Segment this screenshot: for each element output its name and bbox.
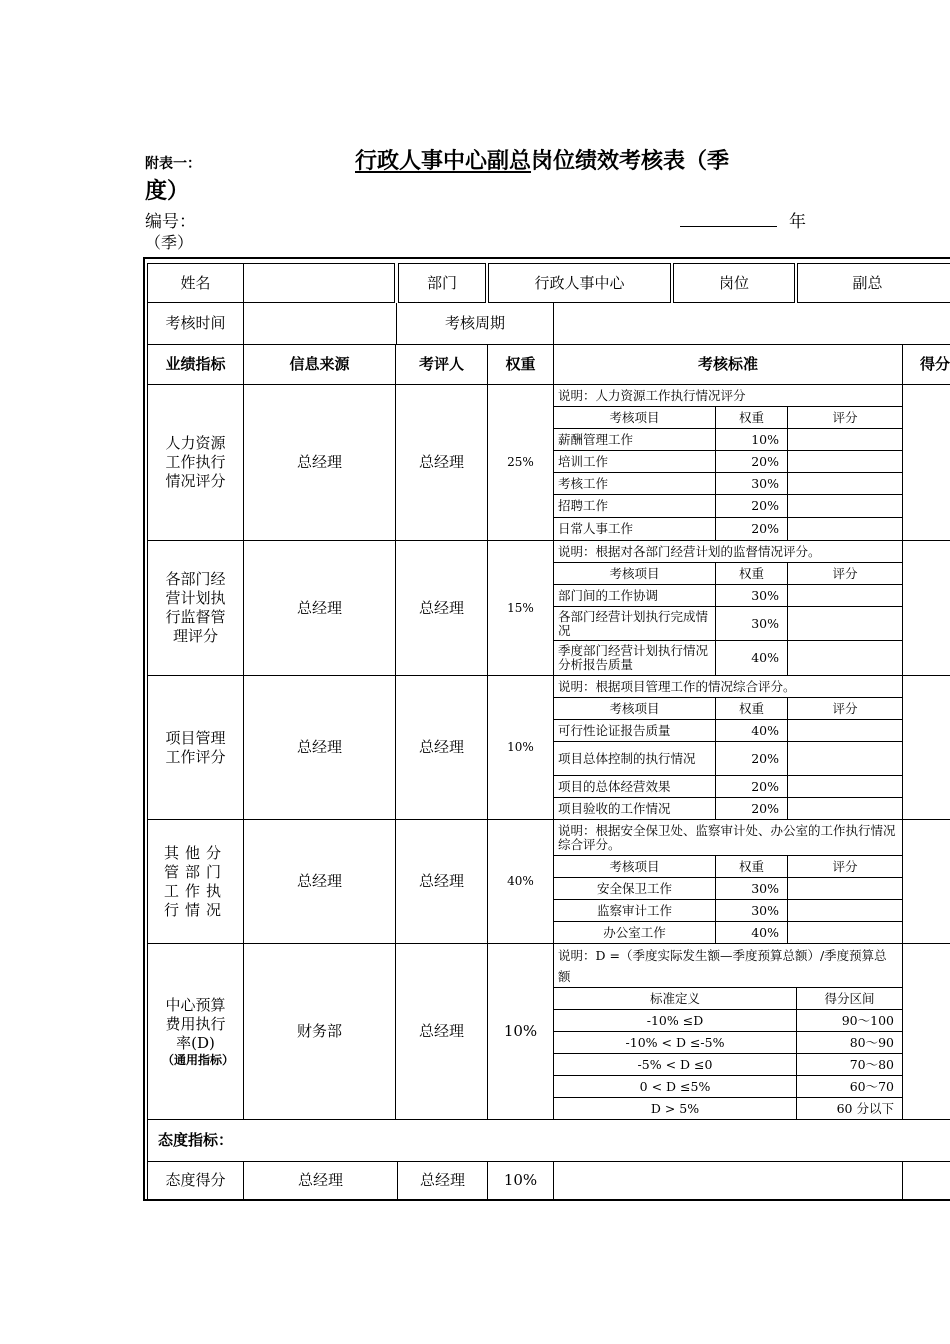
page-title-line2: 度） [145,178,190,204]
item-score[interactable] [788,495,903,518]
sub-item-header: 考核项目 [554,698,716,720]
range-header: 得分区间 [797,988,903,1010]
metric-attitude: 态度得分 [147,1162,244,1200]
standard-dept-plan [554,541,903,676]
source-dept-plan: 总经理 [244,541,396,676]
item-name: 考核工作 [554,473,716,495]
score-dept-plan[interactable] [903,541,950,676]
note-hr: 说明：人力资源工作执行情况评分 [554,385,903,407]
standard-attitude [554,1162,903,1200]
item-name: 安全保卫工作 [554,878,716,900]
dept-label: 部门 [398,263,486,303]
metric-dept-plan: 各部门经营计划执行监督管理评分 [147,541,244,676]
sub-weight-header: 权重 [716,407,788,429]
col-metric: 业绩指标 [147,345,244,385]
col-rater: 考评人 [396,345,488,385]
weight-project: 10% [488,676,554,820]
metric-budget [147,944,244,1120]
period-label: 考核周期 [397,303,554,345]
item-score[interactable] [788,429,903,451]
def-row: -10% < D ≤-5% [554,1032,797,1054]
time-value[interactable] [244,303,397,345]
source-budget: 财务部 [244,944,396,1120]
rater-project: 总经理 [396,676,488,820]
metric-budget-label: 中心预算费用执行率(D) [165,995,226,1052]
title-rest: 岗位绩效考核表（季 [531,148,730,174]
note-other-depts: 说明：根据安全保卫处、监察审计处、办公室的工作执行情况综合评分。 [554,820,903,856]
season-label: （季） [145,233,194,252]
sub-weight-header: 权重 [716,698,788,720]
item-score[interactable] [788,473,903,495]
metric-project: 项目管理工作评分 [147,676,244,820]
rater-attitude: 总经理 [398,1162,488,1200]
item-score[interactable] [788,641,903,676]
score-hr[interactable] [903,385,950,541]
name-value[interactable] [244,263,395,303]
item-name: 薪酬管理工作 [554,429,716,451]
item-name: 项目验收的工作情况 [554,798,716,820]
score-other-depts[interactable] [903,820,950,944]
item-score[interactable] [788,518,903,541]
item-name: 项目总体控制的执行情况 [554,742,716,776]
note-budget: 说明：D =（季度实际发生额—季度预算总额）/季度预算总额 [554,944,903,988]
standard-budget [554,944,903,1120]
post-label: 岗位 [673,263,795,303]
item-weight: 20% [716,742,788,776]
def-row: 0 < D ≤5% [554,1076,797,1098]
sub-score-header: 评分 [788,856,903,878]
time-label: 考核时间 [147,303,244,345]
range-row: 90～100 [797,1010,903,1032]
rater-hr: 总经理 [396,385,488,541]
range-row: 60 分以下 [797,1098,903,1120]
source-hr: 总经理 [244,385,396,541]
item-score[interactable] [788,451,903,473]
col-source: 信息来源 [244,345,396,385]
dept-value: 行政人事中心 [488,263,671,303]
name-label: 姓名 [147,263,244,303]
weight-hr: 25% [488,385,554,541]
item-score[interactable] [788,878,903,900]
standard-hr [554,385,903,541]
note-dept-plan: 说明：根据对各部门经营计划的监督情况评分。 [554,541,903,563]
item-score[interactable] [788,776,903,798]
assessment-table [143,257,950,1201]
sub-item-header: 考核项目 [554,563,716,585]
year-label: 年 [789,212,806,232]
sub-score-header: 评分 [788,407,903,429]
item-name: 各部门经营计划执行完成情况 [554,607,716,641]
def-header: 标准定义 [554,988,797,1010]
standard-other-depts [554,820,903,944]
range-row: 80～90 [797,1032,903,1054]
item-weight: 30% [716,900,788,922]
def-row: -5% < D ≤0 [554,1054,797,1076]
item-weight: 20% [716,798,788,820]
item-name: 项目的总体经营效果 [554,776,716,798]
item-name: 招聘工作 [554,495,716,518]
item-score[interactable] [788,585,903,607]
sub-score-header: 评分 [788,698,903,720]
range-row: 70～80 [797,1054,903,1076]
post-value: 副总 [797,263,950,303]
item-score[interactable] [788,900,903,922]
col-standard: 考核标准 [554,345,903,385]
number-label: 编号： [145,212,196,232]
item-weight: 30% [716,878,788,900]
metric-hr: 人力资源工作执行情况评分 [147,385,244,541]
source-attitude: 总经理 [244,1162,398,1200]
item-name: 监察审计工作 [554,900,716,922]
def-row: -10% ≤D [554,1010,797,1032]
item-weight: 40% [716,720,788,742]
item-weight: 30% [716,607,788,641]
item-name: 部门间的工作协调 [554,585,716,607]
weight-budget: 10% [488,944,554,1120]
item-score[interactable] [788,922,903,944]
item-weight: 40% [716,641,788,676]
item-score[interactable] [788,742,903,776]
weight-dept-plan: 15% [488,541,554,676]
range-row: 60～70 [797,1076,903,1098]
page-title [355,144,729,175]
note-project: 说明：根据项目管理工作的情况综合评分。 [554,676,903,698]
item-weight: 30% [716,585,788,607]
score-budget[interactable] [903,944,950,1120]
sub-score-header: 评分 [788,563,903,585]
rater-other-depts: 总经理 [396,820,488,944]
def-row: D > 5% [554,1098,797,1120]
col-score: 得分 [903,345,950,385]
source-project: 总经理 [244,676,396,820]
item-name: 可行性论证报告质量 [554,720,716,742]
source-other-depts: 总经理 [244,820,396,944]
col-weight: 权重 [488,345,554,385]
item-name: 日常人事工作 [554,518,716,541]
metric-other-depts: 其他分管部门工作执行情况 [147,820,244,944]
item-weight: 20% [716,495,788,518]
standard-project [554,676,903,820]
title-underlined: 行政人事中心副总 [355,148,532,174]
sub-weight-header: 权重 [716,563,788,585]
sub-item-header: 考核项目 [554,856,716,878]
weight-attitude: 10% [488,1162,554,1200]
item-weight: 20% [716,776,788,798]
item-name: 办公室工作 [554,922,716,944]
metric-budget-note: （通用指标） [162,1052,235,1067]
rater-budget: 总经理 [396,944,488,1120]
period-value[interactable] [554,303,950,345]
appendix-label: 附表一： [145,156,201,172]
score-project[interactable] [903,676,950,820]
item-score[interactable] [788,720,903,742]
item-score[interactable] [788,798,903,820]
item-weight: 20% [716,518,788,541]
score-attitude[interactable] [903,1162,950,1200]
item-weight: 40% [716,922,788,944]
rater-dept-plan: 总经理 [396,541,488,676]
item-weight: 10% [716,429,788,451]
item-name: 培训工作 [554,451,716,473]
item-score[interactable] [788,607,903,641]
attitude-section-label: 态度指标： [147,1120,950,1162]
weight-other-depts: 40% [488,820,554,944]
item-weight: 20% [716,451,788,473]
sub-weight-header: 权重 [716,856,788,878]
item-name: 季度部门经营计划执行情况分析报告质量 [554,641,716,676]
item-weight: 30% [716,473,788,495]
year-blank-line [680,226,777,227]
sub-item-header: 考核项目 [554,407,716,429]
